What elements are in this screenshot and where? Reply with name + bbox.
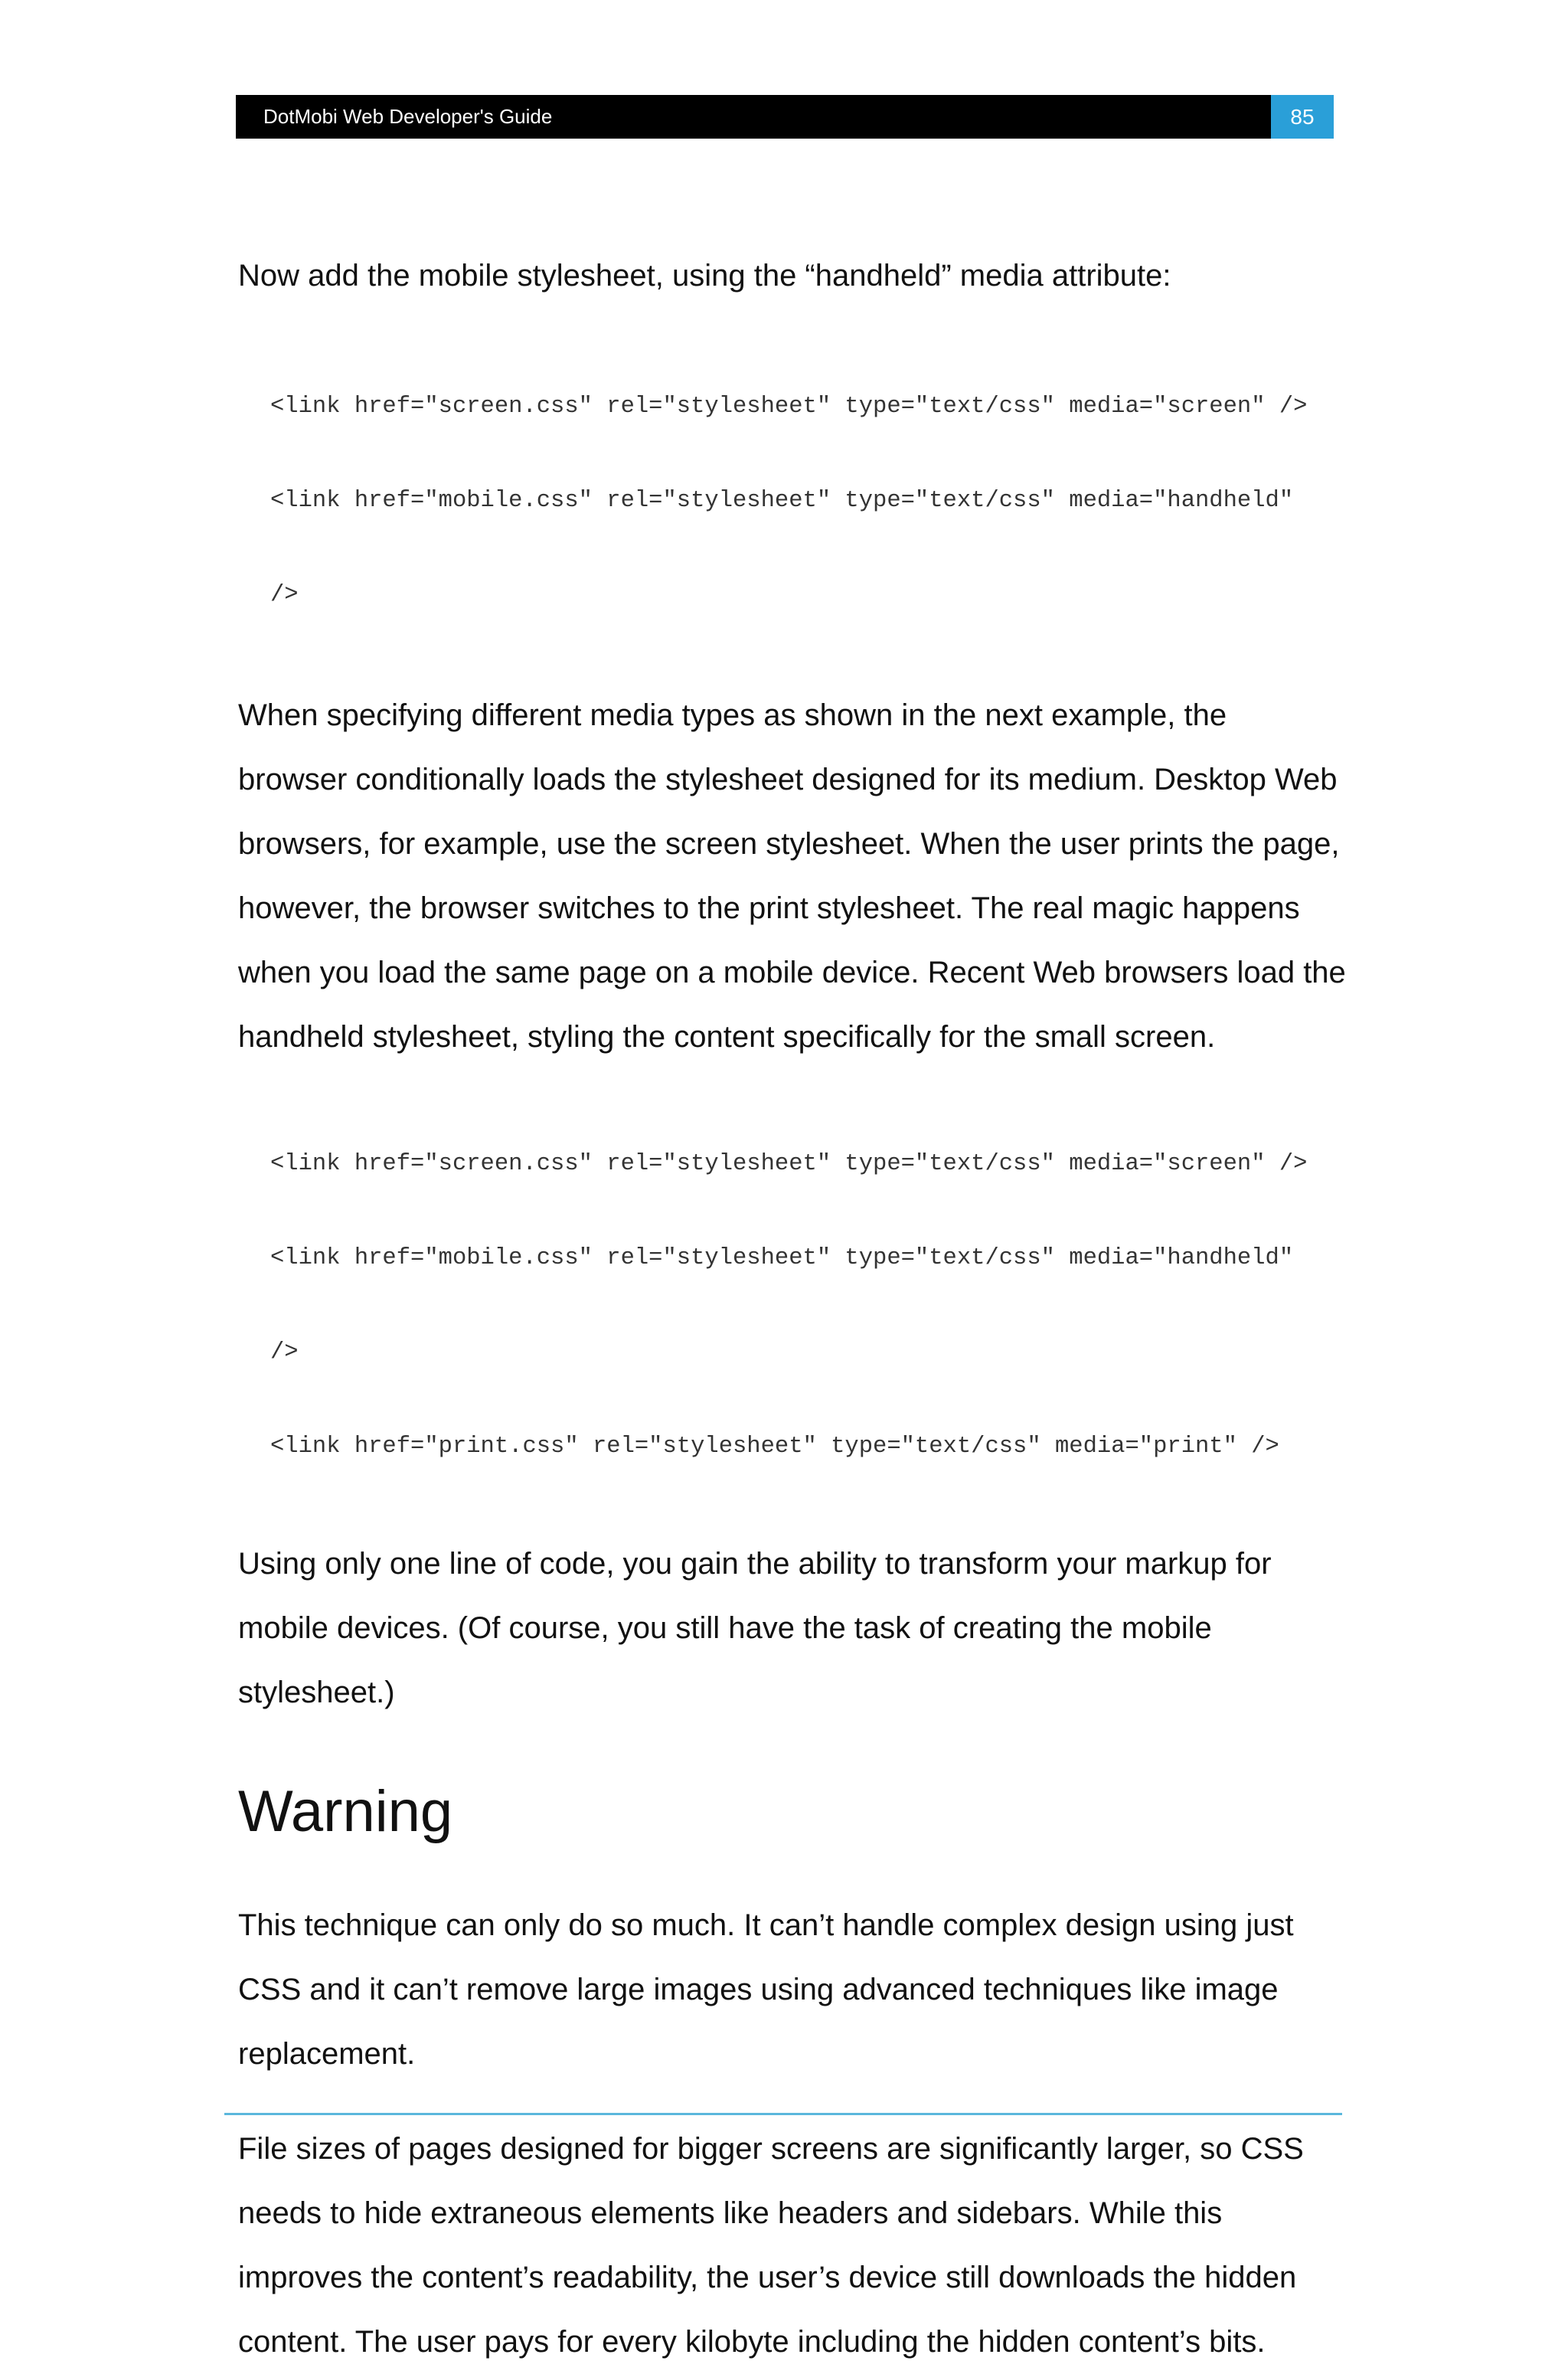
warning-heading: Warning (238, 1779, 453, 1844)
text-line: browsers, for example, use the screen stylesheet. When the user prints the page, (238, 827, 1340, 861)
page-number: 85 (1271, 95, 1334, 139)
code-line: <link href="screen.css" rel="stylesheet" type="text/css" media="screen" /> (270, 1151, 1308, 1177)
technique-limits-paragraph (238, 1893, 1341, 2086)
text-line: needs to hide extraneous elements like headers and sidebars. While this (238, 2196, 1223, 2230)
text-line: When specifying different media types as shown in the next example, the (238, 698, 1227, 732)
footer-rule (224, 2113, 1342, 2115)
text-line: stylesheet.) (238, 1676, 395, 1709)
text-line: CSS and it can’t remove large images using advanced techniques like image (238, 1973, 1279, 2006)
code-line: <link href="print.css" rel="stylesheet" type="text/css" media="print" /> (270, 1434, 1279, 1460)
code-line: <link href="mobile.css" rel="stylesheet" type="text/css" media="handheld" (270, 488, 1294, 514)
one-line-paragraph (238, 1532, 1341, 1725)
text-line: improves the content’s readability, the user’s device still downloads the hidden (238, 2261, 1297, 2294)
text-line: This technique can only do so much. It can’t handle complex design using just (238, 1908, 1294, 1942)
file-sizes-paragraph (238, 2117, 1341, 2374)
text-line: handheld stylesheet, styling the content specifically for the small screen. (238, 1020, 1216, 1054)
code-line: /> (270, 1339, 299, 1365)
text-line: content. The user pays for every kilobyte including the hidden content’s bits. (238, 2325, 1266, 2359)
book-title: DotMobi Web Developer's Guide (263, 105, 553, 128)
intro-paragraph: Now add the mobile stylesheet, using the “handheld” media attribute: (238, 259, 1171, 293)
text-line: when you load the same page on a mobile device. Recent Web browsers load the (238, 956, 1346, 989)
code-line: <link href="screen.css" rel="stylesheet" type="text/css" media="screen" /> (270, 394, 1308, 420)
text-line: however, the browser switches to the print stylesheet. The real magic happens (238, 891, 1300, 925)
code-line: <link href="mobile.css" rel="stylesheet" type="text/css" media="handheld" (270, 1245, 1294, 1271)
text-line: mobile devices. (Of course, you still have the task of creating the mobile (238, 1611, 1212, 1645)
text-line: Using only one line of code, you gain the ability to transform your markup for (238, 1547, 1272, 1581)
code-line: /> (270, 582, 299, 608)
text-line: browser conditionally loads the stylesheet designed for its medium. Desktop Web (238, 763, 1338, 796)
media-types-paragraph (238, 683, 1346, 1069)
running-header (236, 95, 1334, 139)
code-sample-2 (238, 1086, 1341, 1525)
page-body (238, 244, 1346, 2374)
code-sample-1 (238, 329, 1341, 674)
text-line: File sizes of pages designed for bigger screens are significantly larger, so CSS (238, 2132, 1304, 2166)
text-line: replacement. (238, 2037, 416, 2071)
